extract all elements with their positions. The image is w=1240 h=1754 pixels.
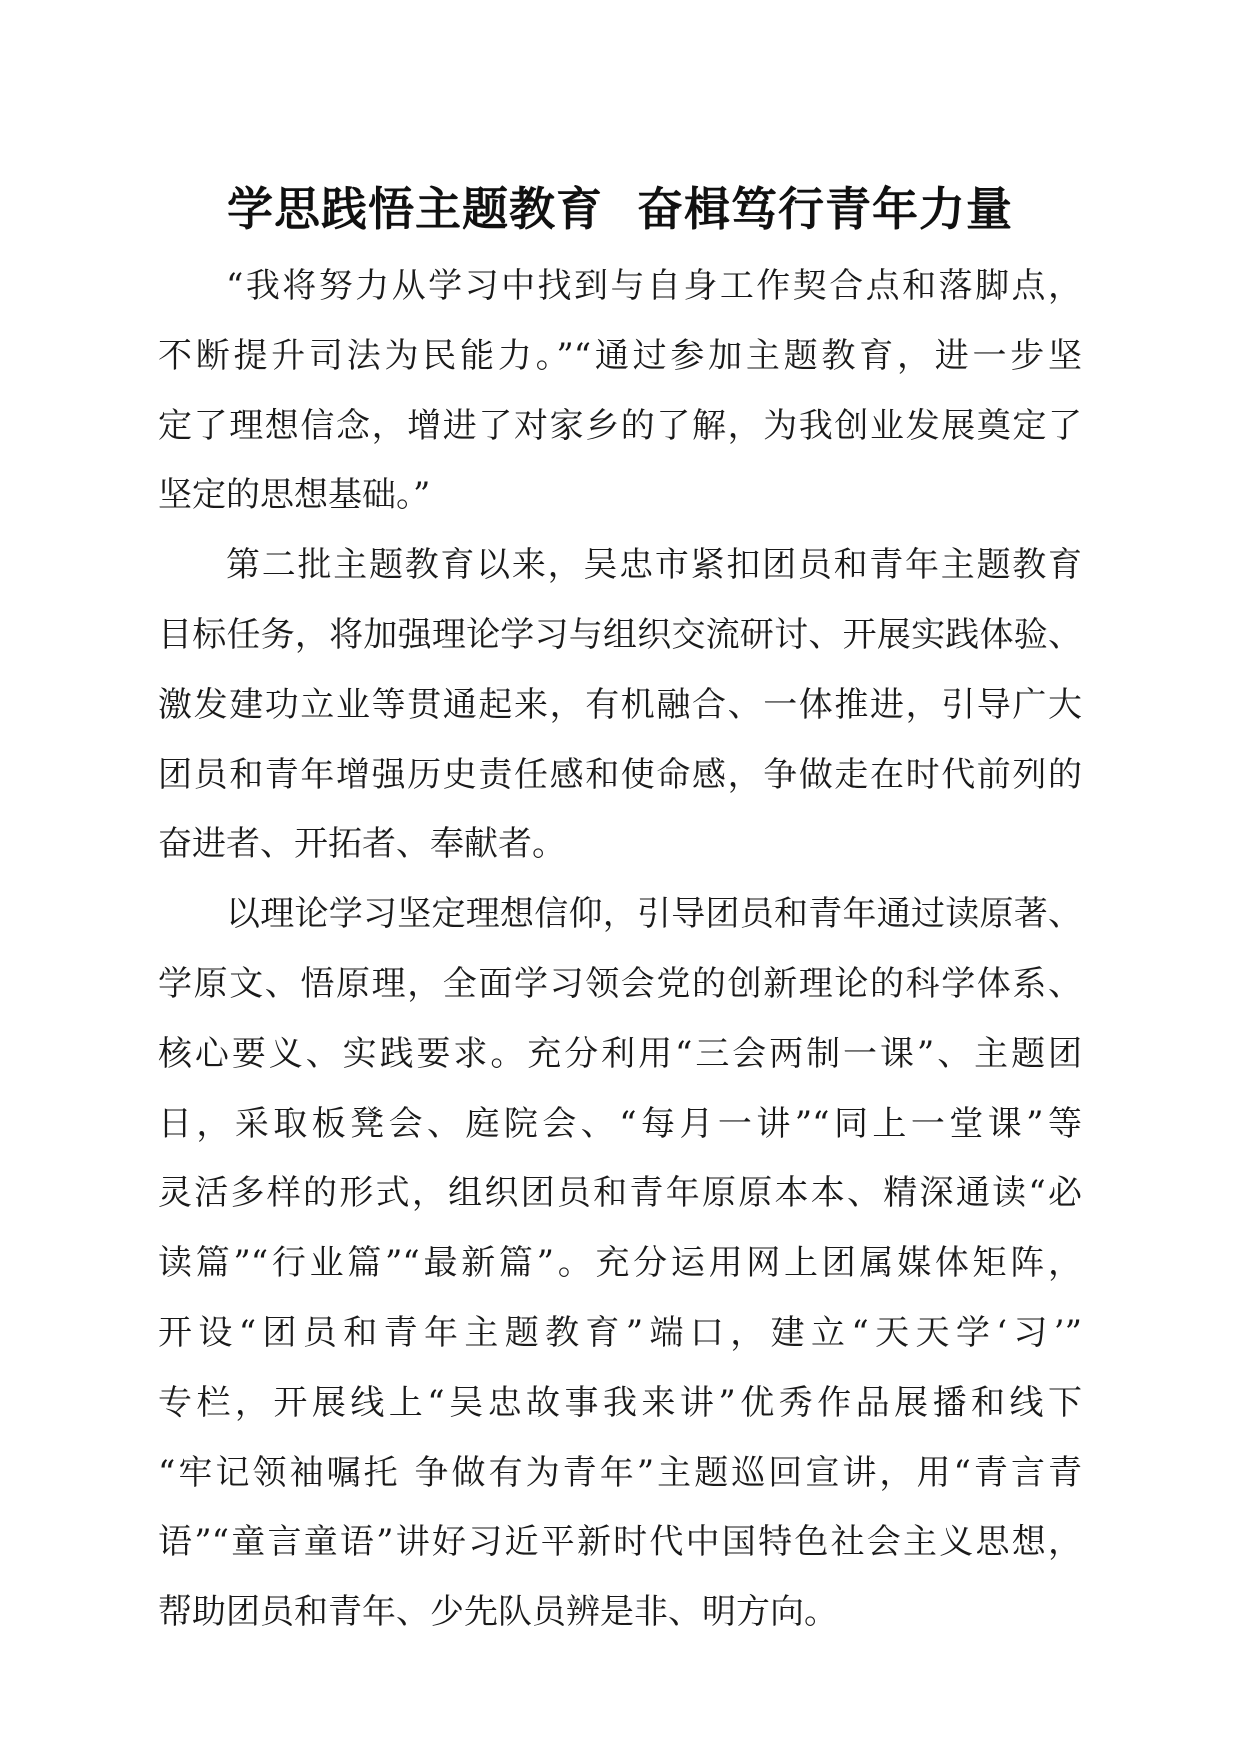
paragraph-line: 奋进者、开拓者、奉献者。 [158,824,566,865]
paragraph-line: 目标任务，将加强理论学习与组织交流研讨、开展实践体验、 [158,614,1082,655]
paragraph-line: “我将努力从学习中找到与自身工作契合点和落脚点， [226,266,1082,306]
paragraph-line: 不断提升司法为民能力。”“通过参加主题教育，进一步坚 [158,335,1082,376]
paragraph-line: 专栏，开展线上“吴忠故事我来讲”优秀作品展播和线下 [158,1382,1082,1423]
paragraph-line: “牢记领袖嘱托 争做有为青年”主题巡回宣讲，用“青言青 [158,1452,1082,1493]
paragraph-line: 灵活多样的形式，组织团员和青年原原本本、精深通读“必 [158,1173,1082,1214]
document-body [158,252,1082,1648]
paragraph-3 [158,880,1082,1648]
paragraph-line: 语”“童言童语”讲好习近平新时代中国特色社会主义思想， [158,1522,1082,1563]
paragraph-line: 团员和青年增强历史责任感和使命感，争做走在时代前列的 [158,754,1082,795]
paragraph-line: 帮助团员和青年、少先队员辨是非、明方向。 [158,1592,838,1633]
document-title: 学思践悟主题教育 奋楫笃行青年力量 [226,182,1014,236]
paragraph-1 [158,252,1082,531]
paragraph-line: 学原文、悟原理，全面学习领会党的创新理论的科学体系、 [158,963,1082,1004]
paragraph-line: 第二批主题教育以来，吴忠市紧扣团员和青年主题教育 [226,545,1082,586]
paragraph-line: 日，采取板凳会、庭院会、“每月一讲”“同上一堂课”等 [158,1103,1082,1144]
paragraph-line: 以理论学习坚定理想信仰，引导团员和青年通过读原著、 [226,894,1082,935]
paragraph-line: 核心要义、实践要求。充分利用“三会两制一课”、主题团 [158,1033,1082,1074]
paragraph-line: 坚定的思想基础。” [158,475,431,516]
paragraph-line: 读篇”“行业篇”“最新篇”。充分运用网上团属媒体矩阵， [158,1243,1082,1284]
paragraph-line: 开设“团员和青年主题教育”端口，建立“天天学‘习’” [158,1312,1082,1353]
paragraph-2 [158,531,1082,880]
paragraph-line: 定了理想信念，增进了对家乡的了解，为我创业发展奠定了 [158,405,1082,446]
paragraph-line: 激发建功立业等贯通起来，有机融合、一体推进，引导广大 [158,684,1082,725]
